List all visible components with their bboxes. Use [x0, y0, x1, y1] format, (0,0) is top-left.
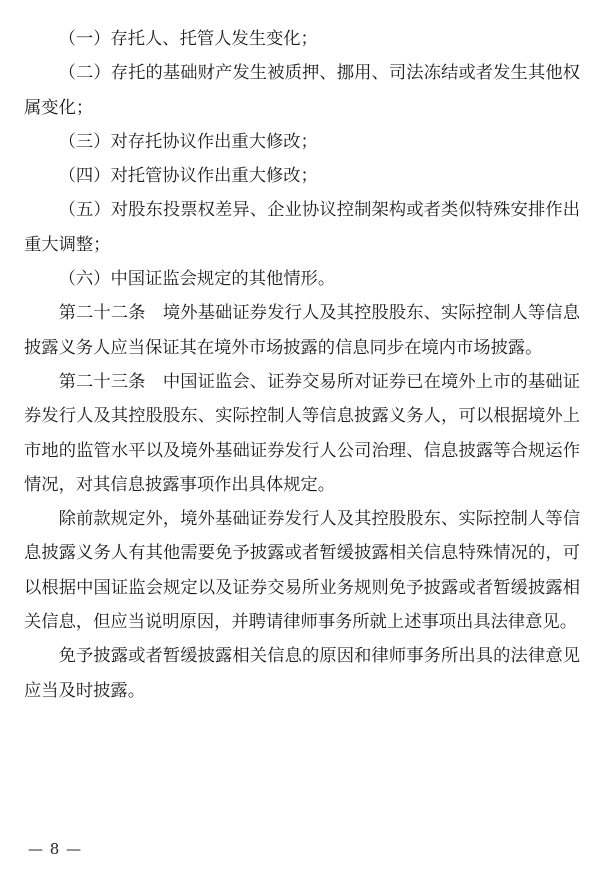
paragraph-item-5: （五）对股东投票权差异、企业协议控制架构或者类似特殊安排作出重大调整； [24, 200, 580, 255]
paragraph-item-6: （六）中国证监会规定的其他情形。 [58, 269, 336, 290]
paragraph-item-2: （二）存托的基础财产发生被质押、挪用、司法冻结或者发生其他权属变化； [24, 63, 580, 118]
paragraph-item-1: （一）存托人、托管人发生变化； [58, 29, 318, 49]
document-body [24, 22, 580, 708]
paragraph-item-3: （三）对存托协议作出重大修改； [58, 131, 318, 152]
page-number: — 8 — [28, 840, 83, 858]
disclosure-reason-paragraph: 免予披露或者暂缓披露相关信息的原因和律师事务所出具的法律意见应当及时披露。 [24, 646, 580, 701]
article-22-paragraph: 第二十二条 境外基础证券发行人及其控股股东、实际控制人等信息披露义务人应当保证其在境外市场披露的信息同步在境内市场披露。 [24, 303, 580, 358]
article-23-exception-paragraph: 除前款规定外，境外基础证券发行人及其控股股东、实际控制人等信息披露义务人有其他需要免予披露或者暂缓披露相关信息特殊情况的，可以根据中国证监会规定以及证券交易所业务规则免予披露或者暂缓披露相关信息，但应当说明原因，并聘请律师事务所就上述事项出具法律意见。 [24, 509, 580, 633]
article-23-paragraph: 第二十三条 中国证监会、证券交易所对证券已在境外上市的基础证券发行人及其控股股东、实际控制人等信息披露义务人，可以根据境外上市地的监管水平以及境外基础证券发行人公司治理、信息披露等合规运作情况，对其信息披露事项作出具体规定。 [24, 371, 580, 495]
paragraph-item-4: （四）对托管协议作出重大修改； [58, 166, 318, 187]
